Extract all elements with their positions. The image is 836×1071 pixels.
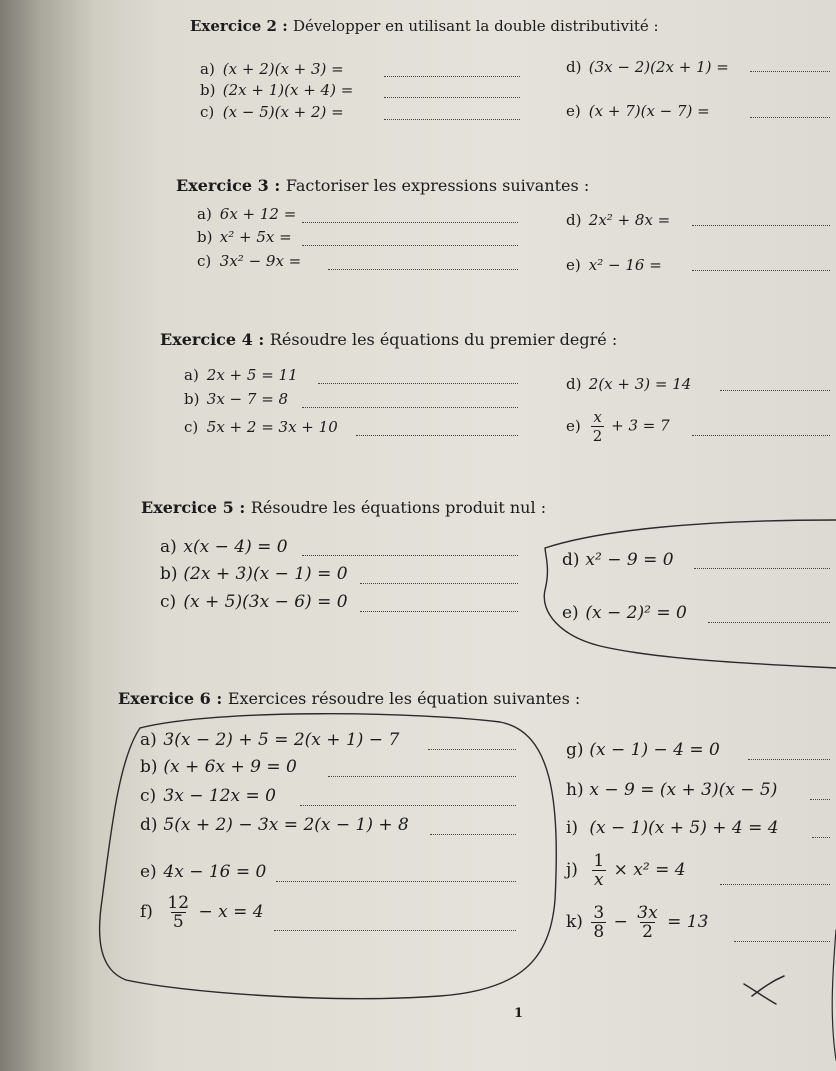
exercise-3-heading	[176, 176, 589, 195]
ex6-item-h: h) x − 9 = (x + 3)(x − 5)	[566, 780, 778, 800]
exercise-5-instruction: Résoudre les équations produit nul :	[250, 498, 547, 517]
answer-line	[356, 435, 518, 436]
ex6-item-f: f) $\frac{12}{5}$ − x = 4	[140, 893, 264, 932]
answer-line	[750, 117, 830, 118]
ex2-item-b: b) (2x + 1)(x + 4) =	[200, 81, 354, 99]
ex4-item-c: c) 5x + 2 = 3x + 10	[184, 418, 338, 436]
answer-line	[692, 225, 830, 226]
exercise-6-heading	[118, 689, 580, 708]
ex3-item-a: a) 6x + 12 =	[197, 205, 297, 223]
answer-line	[302, 407, 518, 408]
ex6-item-k: k) $\frac{3}{8}$ − $\frac{3x}{2}$ = 13	[566, 903, 709, 942]
answer-line	[328, 269, 518, 270]
ex2-item-a: a) (x + 2)(x + 3) =	[200, 60, 344, 78]
ex5-item-a: a) x(x − 4) = 0	[160, 537, 288, 557]
answer-line	[748, 759, 830, 760]
exercise-5-title: Exercice 5 :	[141, 498, 246, 517]
exercise-3-instruction: Factoriser les expressions suivantes :	[285, 176, 590, 195]
ex6-item-j: j) $\frac{1}{x}$ × x² = 4	[566, 851, 686, 890]
ex6-item-b: b) (x + 6x + 9 = 0	[140, 757, 297, 777]
answer-line	[384, 119, 520, 120]
answer-line	[328, 776, 516, 777]
ex3-item-e: e) x² − 16 =	[566, 256, 662, 274]
exercise-3-title: Exercice 3 :	[176, 176, 281, 195]
exercise-2-instruction: Développer en utilisant la double distributivité :	[292, 17, 659, 35]
answer-line	[318, 383, 518, 384]
answer-line	[734, 941, 830, 942]
fraction: $\frac{12}{5}$	[167, 893, 190, 932]
ex6-item-c: c) 3x − 12x = 0	[140, 786, 276, 806]
exercise-4-instruction: Résoudre les équations du premier degré :	[269, 330, 618, 349]
ex2-item-e: e) (x + 7)(x − 7) =	[566, 102, 710, 120]
answer-line	[360, 611, 518, 612]
fraction: $\frac{x}{2}$	[592, 408, 603, 445]
exercise-4-heading	[160, 330, 617, 349]
answer-line	[384, 76, 520, 77]
hand-drawn-circle-ex5	[544, 520, 836, 668]
ex2-item-c: c) (x − 5)(x + 2) =	[200, 103, 344, 121]
fraction: $\frac{3x}{2}$	[637, 903, 658, 942]
answer-line	[360, 583, 518, 584]
answer-line	[720, 390, 830, 391]
ex6-item-i: i) (x − 1)(x + 5) + 4 = 4	[566, 818, 779, 838]
ex5-item-b: b) (2x + 3)(x − 1) = 0	[160, 564, 348, 584]
ex6-item-e: e) 4x − 16 = 0	[140, 862, 267, 882]
page-number: 1	[514, 1006, 524, 1021]
exercise-5-heading	[141, 498, 546, 517]
answer-line	[302, 245, 518, 246]
ex3-item-b: b) x² + 5x =	[197, 228, 292, 246]
ex4-item-a: a) 2x + 5 = 11	[184, 366, 298, 384]
exercise-4-title: Exercice 4 :	[160, 330, 265, 349]
answer-line	[694, 568, 830, 569]
answer-line	[812, 837, 830, 838]
answer-line	[428, 749, 516, 750]
exercise-6-title: Exercice 6 :	[118, 689, 223, 708]
ex5-item-e: e) (x − 2)² = 0	[562, 603, 687, 623]
ex5-item-d: d) x² − 9 = 0	[562, 550, 674, 570]
fraction: $\frac{3}{8}$	[593, 903, 605, 942]
answer-line	[302, 222, 518, 223]
answer-line	[302, 555, 518, 556]
answer-line	[276, 881, 516, 882]
ex3-item-c: c) 3x² − 9x =	[197, 252, 302, 270]
answer-line	[720, 884, 830, 885]
ex6-item-g: g) (x − 1) − 4 = 0	[566, 740, 720, 760]
answer-line	[430, 834, 516, 835]
answer-line	[274, 930, 516, 931]
ex6-item-d: d) 5(x + 2) − 3x = 2(x − 1) + 8	[140, 815, 409, 835]
exercise-2-heading	[190, 17, 659, 35]
fraction: $\frac{1}{x}$	[593, 851, 605, 890]
answer-line	[810, 799, 830, 800]
hand-drawn-right-edge-curve	[832, 930, 836, 1060]
ex4-item-e: e) $\frac{x}{2}$ + 3 = 7	[566, 408, 670, 445]
exercise-2-title: Exercice 2 :	[190, 17, 288, 35]
ex4-item-b: b) 3x − 7 = 8	[184, 390, 289, 408]
answer-line	[750, 71, 830, 72]
ex4-item-d: d) 2(x + 3) = 14	[566, 375, 692, 393]
hand-drawn-check-mark	[744, 976, 784, 1004]
ex5-item-c: c) (x + 5)(3x − 6) = 0	[160, 592, 348, 612]
answer-line	[384, 97, 520, 98]
answer-line	[692, 435, 830, 436]
exercise-6-instruction: Exercices résoudre les équation suivantes :	[227, 689, 581, 708]
ex2-item-d: d) (3x − 2)(2x + 1) =	[566, 58, 729, 76]
ex6-item-a: a) 3(x − 2) + 5 = 2(x + 1) − 7	[140, 730, 400, 750]
answer-line	[708, 622, 830, 623]
answer-line	[692, 270, 830, 271]
answer-line	[300, 805, 516, 806]
ex3-item-d: d) 2x² + 8x =	[566, 211, 671, 229]
